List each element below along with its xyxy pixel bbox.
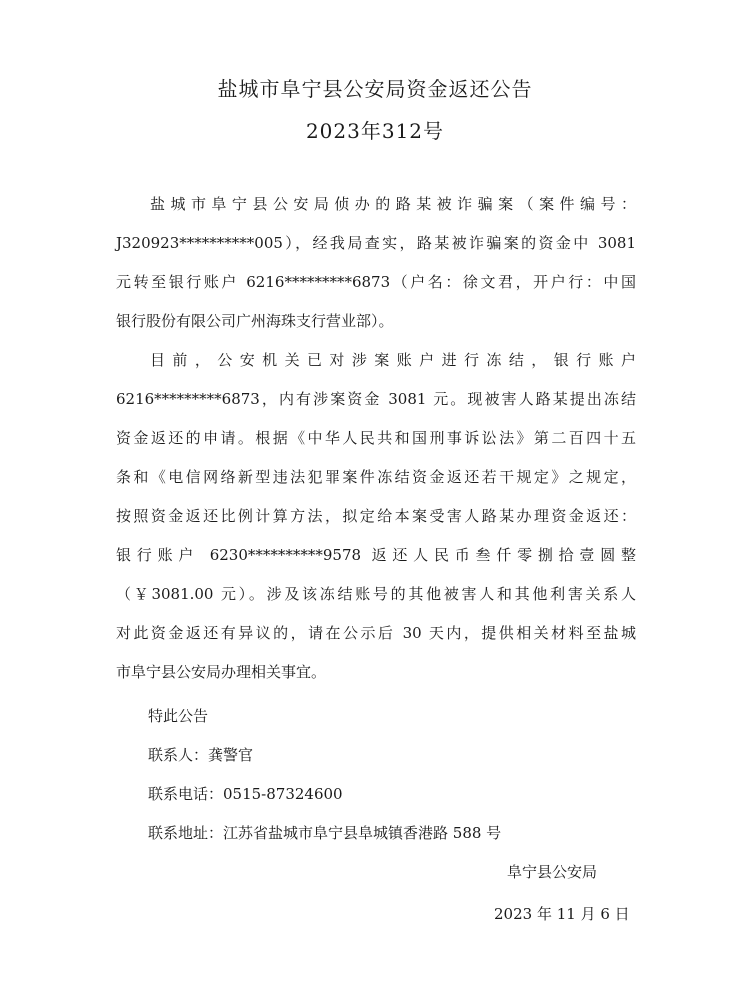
- paragraph-1-line-1: 盐城市阜宁县公安局侦办的路某被诈骗案（案件编号：: [150, 195, 636, 213]
- paragraph-2-line-8: 对此资金返还有异议的，请在公示后 30 天内，提供相关材料至盐城: [116, 624, 636, 642]
- signature-org: 阜宁县公安局: [507, 863, 598, 881]
- paragraph-2-line-5: 按照资金返还比例计算方法，拟定给本案受害人路某办理资金返还：: [116, 507, 636, 525]
- contact-person: 联系人：龚警官: [148, 746, 254, 764]
- paragraph-2-line-6: 银行账户 6230**********9578 返还人民币叁仟零捌拾壹圆整: [116, 546, 636, 564]
- paragraph-2-line-7: （￥3081.00 元）。涉及该冻结账号的其他被害人和其他利害关系人: [116, 585, 636, 603]
- paragraph-2-line-2: 6216*********6873，内有涉案资金 3081 元。现被害人路某提出冻结: [116, 390, 636, 408]
- notice-title: 盐城市阜宁县公安局资金返还公告: [217, 77, 533, 101]
- paragraph-1-line-3: 元转至银行账户 6216*********6873（户名：徐文君，开户行：中国: [116, 273, 636, 291]
- paragraph-2-line-4: 条和《电信网络新型违法犯罪案件冻结资金返还若干规定》之规定，: [116, 468, 636, 486]
- paragraph-1-line-4: 银行股份有限公司广州海珠支行营业部）。: [116, 312, 394, 330]
- contact-phone: 联系电话：0515-87324600: [148, 785, 343, 803]
- paragraph-1-line-2: J320923**********005），经我局查实，路某被诈骗案的资金中 3081: [116, 234, 636, 252]
- signature-date: 2023 年 11 月 6 日: [494, 905, 630, 923]
- contact-address: 联系地址：江苏省盐城市阜宁县阜城镇香港路 588 号: [148, 824, 502, 842]
- paragraph-2-line-3: 资金返还的申请。根据《中华人民共和国刑事诉讼法》第二百四十五: [116, 429, 636, 447]
- paragraph-2-line-9: 市阜宁县公安局办理相关事宜。: [116, 663, 327, 681]
- notice-number: 2023年312号: [305, 119, 445, 143]
- closing-text: 特此公告: [148, 707, 209, 725]
- paragraph-2-line-1: 目前，公安机关已对涉案账户进行冻结，银行账户: [150, 351, 636, 369]
